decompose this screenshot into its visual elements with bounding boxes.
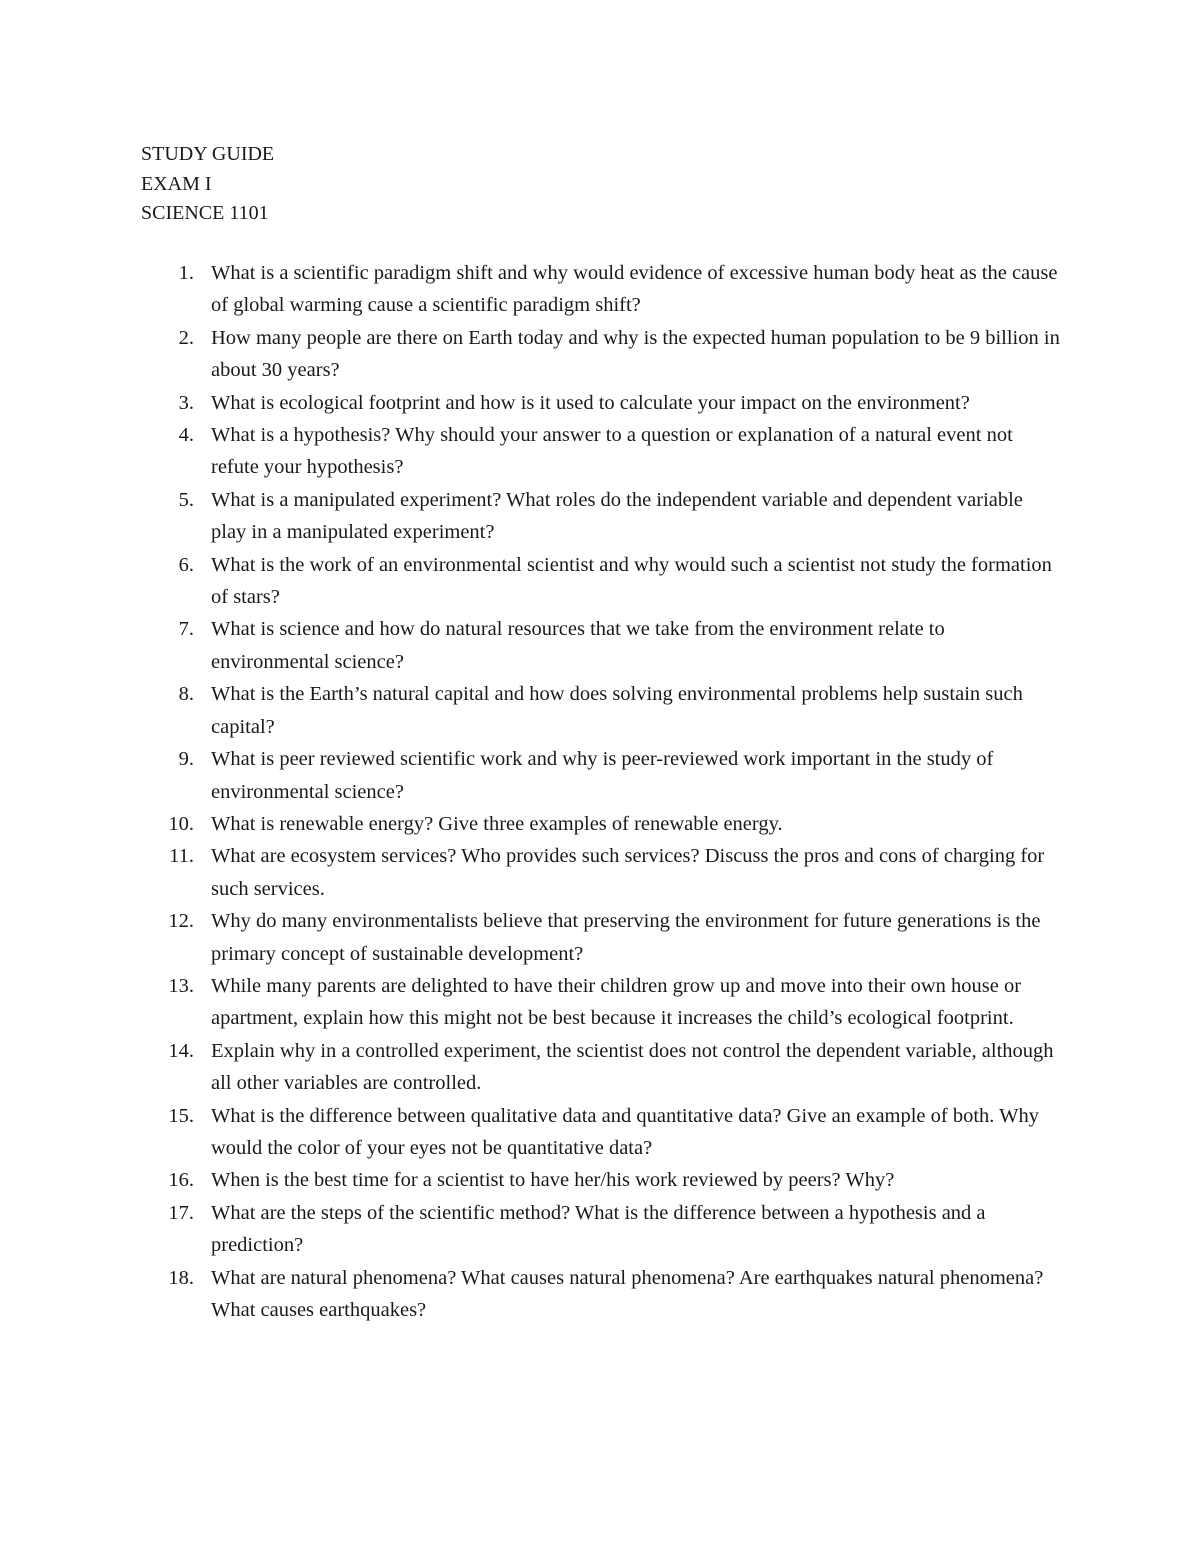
question-text: What are ecosystem services? Who provides such services? Discuss the pros and cons of charging for such services. — [211, 845, 1045, 900]
question-text: While many parents are delighted to have their children grow up and move into their own house or apartment, explain how this might not be best because it increases the child’s ecological footprint. — [211, 974, 1022, 1030]
question-number: 2. — [178, 326, 194, 349]
question-item — [0, 1262, 1061, 1327]
question-number: 16. — [168, 1169, 194, 1192]
question-item — [0, 387, 1061, 419]
question-text: What is the work of an environmental scientist and why would such a scientist not study the formation of stars? — [211, 553, 1052, 609]
question-number: 9. — [178, 748, 194, 771]
question-item — [0, 1035, 1061, 1100]
question-number: 1. — [178, 262, 194, 284]
question-text: Why do many environmentalists believe that preserving the environment for future generations is the primary concept of sustainable development? — [211, 910, 1041, 965]
question-text: What is a hypothesis? Why should your answer to a question or explanation of a natural event not refute your hypothesis? — [211, 424, 1013, 479]
question-text: What is science and how do natural resources that we take from the environment relate to environmental science? — [211, 618, 945, 673]
question-item — [0, 322, 1061, 387]
question-item — [0, 613, 1061, 678]
question-text: What is a scientific paradigm shift and why would evidence of excessive human body heat as the cause of global warming cause a scientific paradigm shift? — [211, 262, 1058, 317]
question-item — [0, 743, 1061, 808]
document-header — [141, 140, 274, 229]
question-number: 7. — [178, 618, 194, 641]
question-item — [0, 1197, 1061, 1262]
question-text: What is a manipulated experiment? What roles do the independent variable and dependent variable play in a manipulated experiment? — [211, 488, 1023, 544]
header-title: STUDY GUIDE — [141, 143, 275, 165]
question-item — [0, 678, 1061, 743]
question-text: What are the steps of the scientific method? What is the difference between a hypothesis and a prediction? — [211, 1201, 986, 1257]
question-text: What is peer reviewed scientific work and why is peer-reviewed work important in the study of environmental science? — [211, 748, 994, 803]
question-text: What is the Earth’s natural capital and how does solving environmental problems help sustain such capital? — [211, 683, 1023, 738]
question-number: 8. — [178, 683, 194, 706]
question-number: 18. — [168, 1266, 194, 1289]
question-number: 5. — [178, 488, 194, 511]
question-item — [0, 484, 1061, 549]
question-number: 6. — [178, 553, 194, 576]
question-item — [0, 905, 1061, 970]
question-item — [0, 549, 1061, 614]
header-exam: EXAM I — [141, 172, 212, 195]
question-item — [0, 419, 1061, 484]
question-number: 17. — [168, 1201, 194, 1224]
question-text: When is the best time for a scientist to have her/his work reviewed by peers? Why? — [211, 1169, 895, 1192]
question-list — [0, 257, 1200, 1326]
question-item — [0, 840, 1061, 905]
question-item — [0, 1164, 1061, 1196]
question-number: 14. — [168, 1039, 194, 1062]
question-item — [0, 257, 1061, 322]
question-text: Explain why in a controlled experiment, the scientist does not control the dependent variable, although all other variables are controlled. — [211, 1039, 1054, 1095]
question-text: What is ecological footprint and how is it used to calculate your impact on the environment? — [211, 391, 970, 414]
question-number: 12. — [168, 910, 194, 933]
question-number: 10. — [168, 812, 194, 835]
question-text: What is the difference between qualitative data and quantitative data? Give an example of both. Why would the color of your eyes not be quantitative data? — [211, 1104, 1040, 1159]
header-course: SCIENCE 1101 — [141, 202, 269, 224]
question-number: 11. — [169, 845, 194, 868]
question-number: 3. — [178, 391, 194, 414]
question-item — [0, 1100, 1061, 1165]
question-number: 15. — [168, 1104, 194, 1127]
question-item — [0, 808, 1061, 840]
question-number: 13. — [168, 974, 194, 997]
question-text: How many people are there on Earth today and why is the expected human population to be 9 billion in about 30 years? — [211, 326, 1060, 382]
question-number: 4. — [178, 424, 194, 447]
question-text: What are natural phenomena? What causes natural phenomena? Are earthquakes natural phenomena? What causes earthquakes? — [211, 1266, 1044, 1321]
question-text: What is renewable energy? Give three examples of renewable energy. — [211, 812, 783, 835]
question-item — [0, 970, 1061, 1035]
